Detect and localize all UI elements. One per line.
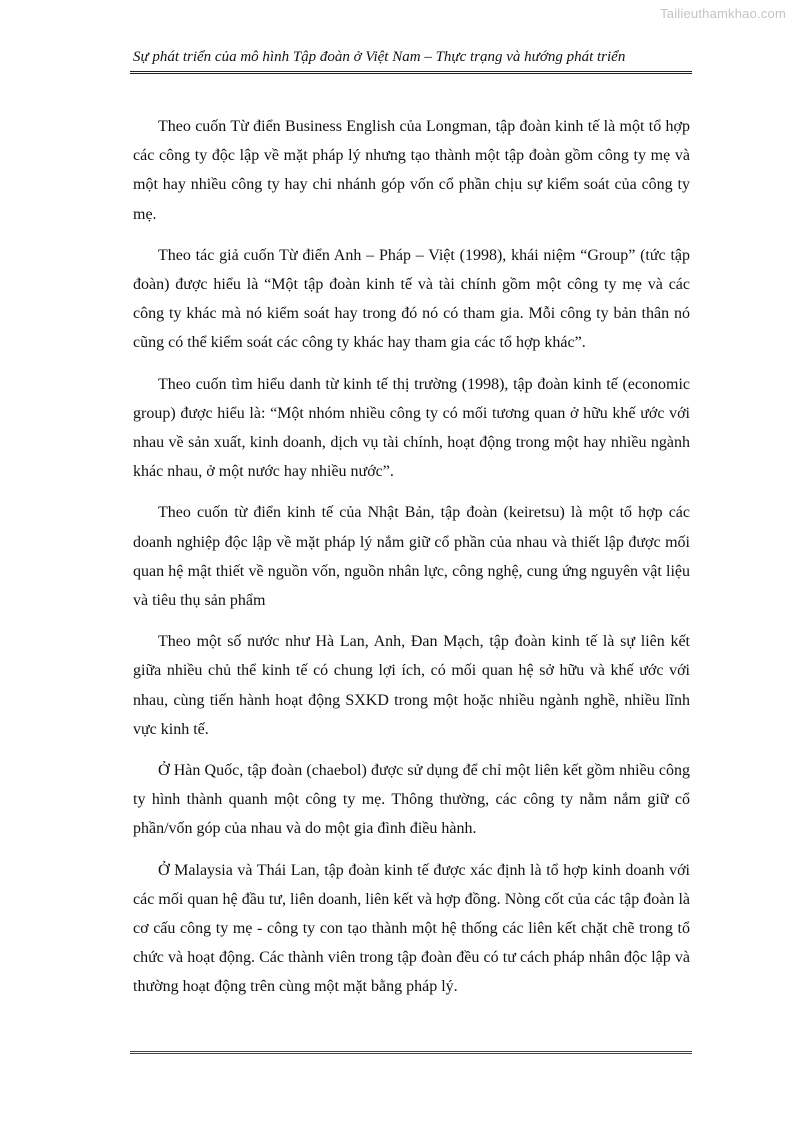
paragraph-malaysia-thailand: Ở Malaysia và Thái Lan, tập đoàn kinh tế được xác định là tổ hợp kinh doanh với các mối quan hệ đầu tư, liên doanh, liên kết và hợp đồng. Nòng cốt của các tập đoàn là cơ cấu công ty mẹ - công ty con tạo thành một hệ thống các liên kết chặt chẽ trong tổ chức và hoạt động. Các thành viên trong tập đoàn đều có tư cách pháp nhân độc lập và thường hoạt động trên cùng một mặt bằng pháp lý.: [133, 861, 690, 996]
document-body: [133, 112, 690, 1014]
watermark-text: Tailieuthamkhao.com: [660, 6, 786, 21]
paragraph-japan-keiretsu: Theo cuốn từ điển kinh tế của Nhật Bản, tập đoàn (keiretsu) là một tổ hợp các doanh nghiệp độc lập về mặt pháp lý nắm giữ cổ phần của nhau và thiết lập được mối quan hệ mật thiết về nguồn vốn, nguồn nhân lực, công nghệ, cung ứng nguyên vật liệu và tiêu thụ sản phẩm: [133, 504, 690, 610]
paragraph-market-economy: Theo cuốn tìm hiểu danh từ kinh tế thị trường (1998), tập đoàn kinh tế (economic group) được hiểu là: “Một nhóm nhiều công ty có mối tương quan ở hữu khế ước với nhau về sản xuất, kinh doanh, dịch vụ tài chính, hoạt động trong một hay nhiều ngành khác nhau, ở một nước hay nhiều nước”.: [133, 375, 690, 481]
footer-divider: [130, 1051, 692, 1054]
paragraph-longman: Theo cuốn Từ điển Business English của Longman, tập đoàn kinh tế là một tổ hợp các công ty độc lập về mặt pháp lý nhưng tạo thành một tập đoàn gồm công ty mẹ và một hay nhiều công ty hay chi nhánh góp vốn cổ phần chịu sự kiểm soát của công ty mẹ.: [133, 118, 690, 223]
paragraph-netherlands-uk-denmark: Theo một số nước như Hà Lan, Anh, Đan Mạch, tập đoàn kinh tế là sự liên kết giữa nhiều chủ thể kinh tế có chung lợi ích, có mối quan hệ sở hữu và khế ước với nhau, cùng tiến hành hoạt động SXKD trong một hoặc nhiều ngành nghề, nhiều lĩnh vực kinh tế.: [133, 633, 690, 738]
header-divider: [130, 71, 692, 74]
paragraph-anh-phap-viet: Theo tác giả cuốn Từ điển Anh – Pháp – Việt (1998), khái niệm “Group” (tức tập đoàn) được hiểu là “Một tập đoàn kinh tế và tài chính gồm một công ty mẹ và các công ty khác mà nó kiểm soát hay trong đó nó có tham gia. Mỗi công ty bản thân nó cũng có thể kiểm soát các công ty khác hay tham gia các tổ hợp khác”.: [133, 246, 690, 352]
paragraph-korea-chaebol: Ở Hàn Quốc, tập đoàn (chaebol) được sử dụng để chỉ một liên kết gồm nhiều công ty hình thành quanh một công ty mẹ. Thông thường, các công ty nằm nắm giữ cổ phần/vốn góp của nhau và do một gia đình điều hành.: [133, 762, 690, 838]
running-header: Sự phát triển của mô hình Tập đoàn ở Việt Nam – Thực trạng và hướng phát triển: [133, 49, 626, 65]
